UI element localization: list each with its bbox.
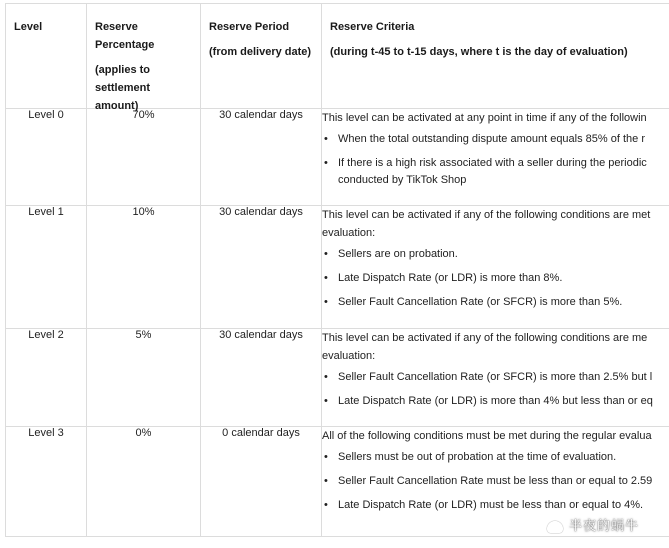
cell-period: 30 calendar days [201, 206, 322, 329]
cell-period: 30 calendar days [201, 109, 322, 206]
criteria-item: • Seller Fault Cancellation Rate must be less than or equal to 2.59 [322, 473, 669, 490]
criteria-intro: This level can be activated if any of the following conditions are met evaluation: [322, 209, 651, 239]
watermark: 半夜的蜗牛 [547, 515, 639, 534]
criteria-list [322, 131, 669, 189]
criteria-item: • Seller Fault Cancellation Rate (or SFCR) is more than 2.5% but l [322, 369, 669, 386]
reserve-levels-table [5, 3, 669, 537]
header-reserve-percentage [87, 4, 201, 112]
criteria-list [322, 449, 669, 514]
header-reserve-criteria [322, 4, 669, 109]
criteria-intro: This level can be activated if any of the following conditions are me evaluation: [322, 332, 648, 362]
header-criteria-note: (during t-45 to t-15 days, where t is the day of evaluation) [330, 46, 628, 58]
criteria-intro: All of the following conditions must be met during the regular evalua [322, 430, 652, 442]
cell-level: Level 0 [6, 109, 87, 206]
cell-percentage: 5% [87, 329, 201, 427]
criteria-item: • Late Dispatch Rate (or LDR) is more than 8%. [322, 270, 669, 287]
header-criteria-title: Reserve Criteria [330, 21, 415, 33]
criteria-item: • Sellers must be out of probation at the time of evaluation. [322, 449, 669, 466]
header-period-title: Reserve Period [209, 21, 290, 33]
header-percentage-title: Reserve Percentage [95, 21, 155, 51]
header-reserve-period [201, 4, 322, 109]
criteria-item: • Seller Fault Cancellation Rate (or SFCR) is more than 5%. [322, 294, 669, 311]
criteria-list [322, 369, 669, 410]
cell-percentage: 10% [87, 206, 201, 329]
cell-criteria [322, 206, 669, 329]
table-row [6, 109, 669, 206]
table-row [6, 329, 669, 427]
cell-criteria [322, 109, 669, 206]
cell-criteria [322, 329, 669, 427]
criteria-item: • Late Dispatch Rate (or LDR) must be less than or equal to 4%. [322, 497, 669, 514]
cell-period: 30 calendar days [201, 329, 322, 427]
criteria-item: • Sellers are on probation. [322, 246, 669, 263]
table-row [6, 206, 669, 329]
criteria-item: • When the total outstanding dispute amount equals 85% of the r [322, 131, 669, 148]
header-level: Level [6, 4, 87, 109]
criteria-item: • If there is a high risk associated with a seller during the periodic conducted by TikTok Shop [322, 155, 669, 189]
cell-period: 0 calendar days [201, 427, 322, 537]
header-percentage-note: (applies to settlement amount) [95, 64, 151, 112]
criteria-intro: This level can be activated at any point in time if any of the followin [322, 112, 647, 124]
cell-level: Level 3 [6, 427, 87, 537]
table-body [6, 109, 669, 537]
wechat-icon [547, 521, 563, 533]
cell-level: Level 2 [6, 329, 87, 427]
cell-percentage: 70% [87, 109, 201, 206]
cell-percentage: 0% [87, 427, 201, 537]
cell-level: Level 1 [6, 206, 87, 329]
table-header-row [6, 4, 669, 109]
criteria-list [322, 246, 669, 311]
criteria-item: • Late Dispatch Rate (or LDR) is more than 4% but less than or eq [322, 393, 669, 410]
header-period-note: (from delivery date) [209, 46, 312, 58]
